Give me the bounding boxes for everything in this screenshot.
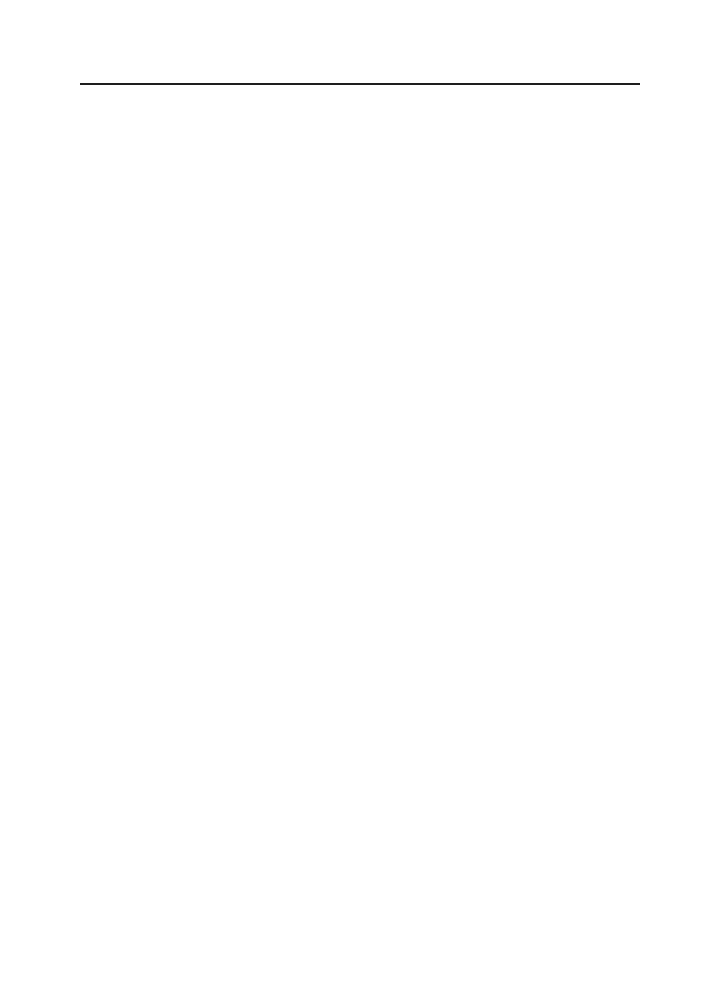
page-header [80, 60, 640, 84]
header-rule [80, 83, 640, 85]
